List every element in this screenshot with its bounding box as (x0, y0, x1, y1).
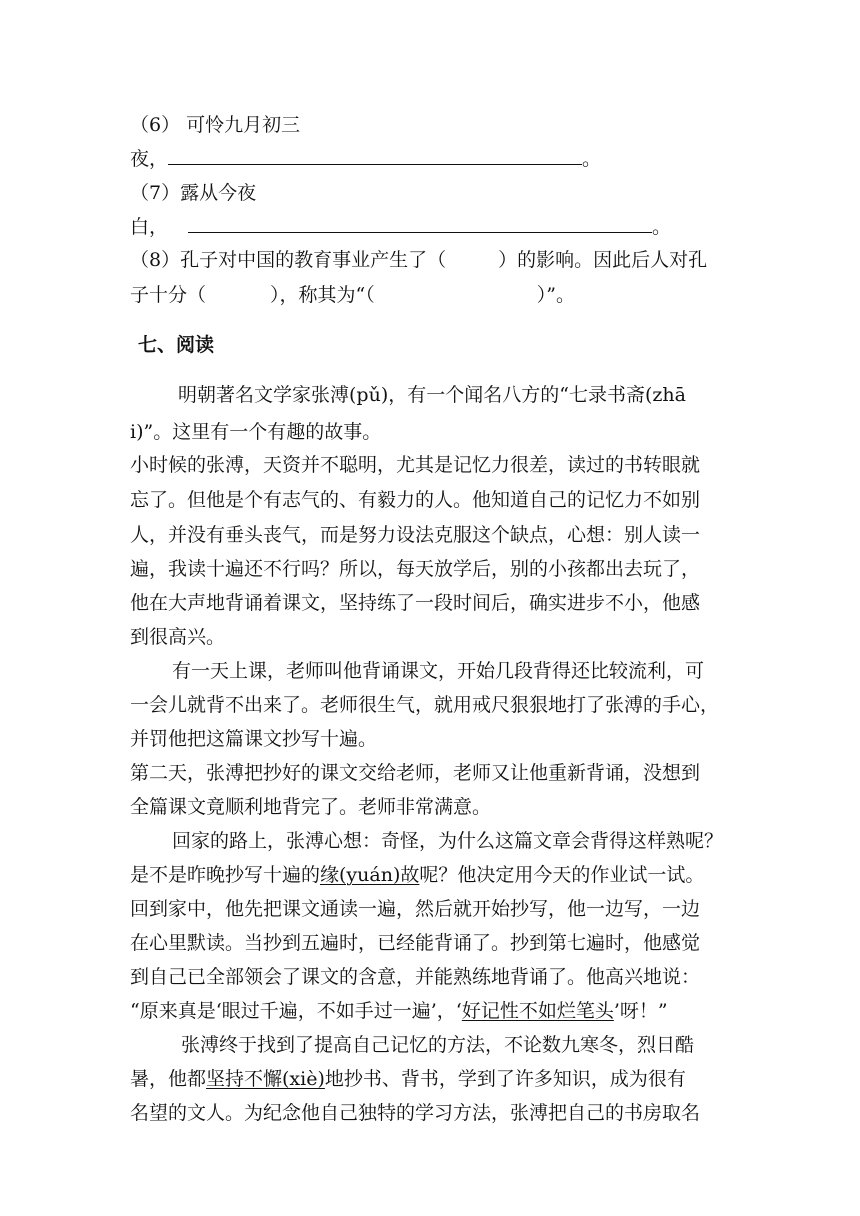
passage-line: 人，并没有垂头丧气，而是努力设法克服这个缺点，心想：别人读一 (130, 524, 701, 546)
question-8-line2 (130, 281, 740, 309)
question-8-text-c: 子十分（ (130, 284, 207, 306)
question-6-end: 。 (582, 148, 602, 170)
underlined-phrase: 缘(yuán)故 (320, 864, 420, 886)
passage-line: 在心里默读。当抄到五遍时，已经能背诵了。抄到第七遍时，他感觉 (130, 932, 701, 954)
passage-line: 全篇课文竟顺利地背完了。老师非常满意。 (130, 796, 492, 818)
question-7-start: 白， (130, 216, 169, 238)
question-6-start: 夜， (130, 148, 169, 170)
underlined-phrase: 好记性不如烂笔头 (461, 1000, 614, 1022)
passage-line: 并罚他把这篇课文抄写十遍。 (130, 728, 378, 750)
question-6-line2 (130, 145, 740, 173)
passage-line: 到很高兴。 (130, 626, 226, 648)
passage-line: 忘了。但他是个有志气的、有毅力的人。他知道自己的记忆力不如别 (130, 489, 701, 511)
underlined-phrase: 坚持不懈(xiè) (206, 1068, 325, 1090)
question-7-line2 (130, 213, 740, 241)
passage-line: 名望的文人。为纪念他自己独特的学习方法，张溥把自己的书房取名 (130, 1102, 701, 1124)
passage-line: 第二天，张溥把抄好的课文交给老师，老师又让他重新背诵，没想到 (130, 762, 701, 784)
passage-line: 是不是昨晚抄写十遍的缘(yuán)故呢？他决定用今天的作业试一试。 (130, 864, 705, 886)
passage-line: 明朝著名文学家张溥(pǔ)，有一个闻名八方的“七录书斋(zhā (178, 384, 686, 406)
question-7-prompt: （7）露从今夜 (130, 182, 257, 204)
passage-line: 他在大声地背诵着课文，坚持练了一段时间后，确实进步不小，他感 (130, 592, 701, 614)
question-6-answer-blank[interactable] (168, 146, 582, 165)
passage-line: “原来真是‘眼过千遍，不如手过一遍’，‘好记性不如烂笔头’呀！” (130, 1000, 668, 1022)
passage-line: 到自己已全部领会了课文的含意，并能熟练地背诵了。他高兴地说： (130, 966, 701, 988)
passage-line: 张溥终于找到了提高自己记忆的方法，不论数九寒冬，烈日酷 (181, 1034, 695, 1056)
passage-line: 一会儿就背不出来了。老师很生气，就用戒尺狠狠地打了张溥的手心， (130, 694, 720, 716)
section-title: 七、阅读 (138, 334, 215, 356)
question-6-prompt: （6） 可怜九月初三 (130, 114, 301, 136)
question-6-line1 (130, 111, 740, 139)
question-8-text-e: ）”。 (536, 284, 575, 306)
question-8-line1 (130, 246, 740, 274)
question-8-text-a: （8）孔子对中国的教育事业产生了（ (130, 249, 447, 271)
passage-line: 回家的路上，张溥心想：奇怪，为什么这篇文章会背得这样熟呢？ (172, 830, 724, 852)
passage-line: 暑，他都坚持不懈(xiè)地抄书、背书，学到了许多知识，成为很有 (130, 1068, 686, 1090)
passage-line: 遍，我读十遍还不行吗？所以，每天放学后，别的小孩都出去玩了， (130, 558, 701, 580)
passage-line: 回到家中，他先把课文通读一遍，然后就开始抄写，他一边写，一边 (130, 898, 701, 920)
passage-line: 有一天上课，老师叫他背诵课文，开始几段背得还比较流利，可 (172, 660, 705, 682)
passage-line: 小时候的张溥，天资并不聪明，尤其是记忆力很差，读过的书转眼就 (130, 454, 701, 476)
question-8-text-d: ），称其为“（ (270, 284, 375, 306)
question-8-text-b: ）的影响。因此后人对孔 (498, 249, 708, 271)
question-7-end: 。 (652, 216, 672, 238)
passage-line: i)”。这里有一个有趣的故事。 (130, 421, 382, 443)
question-7-line1 (130, 179, 740, 207)
question-7-answer-blank[interactable] (188, 214, 652, 233)
